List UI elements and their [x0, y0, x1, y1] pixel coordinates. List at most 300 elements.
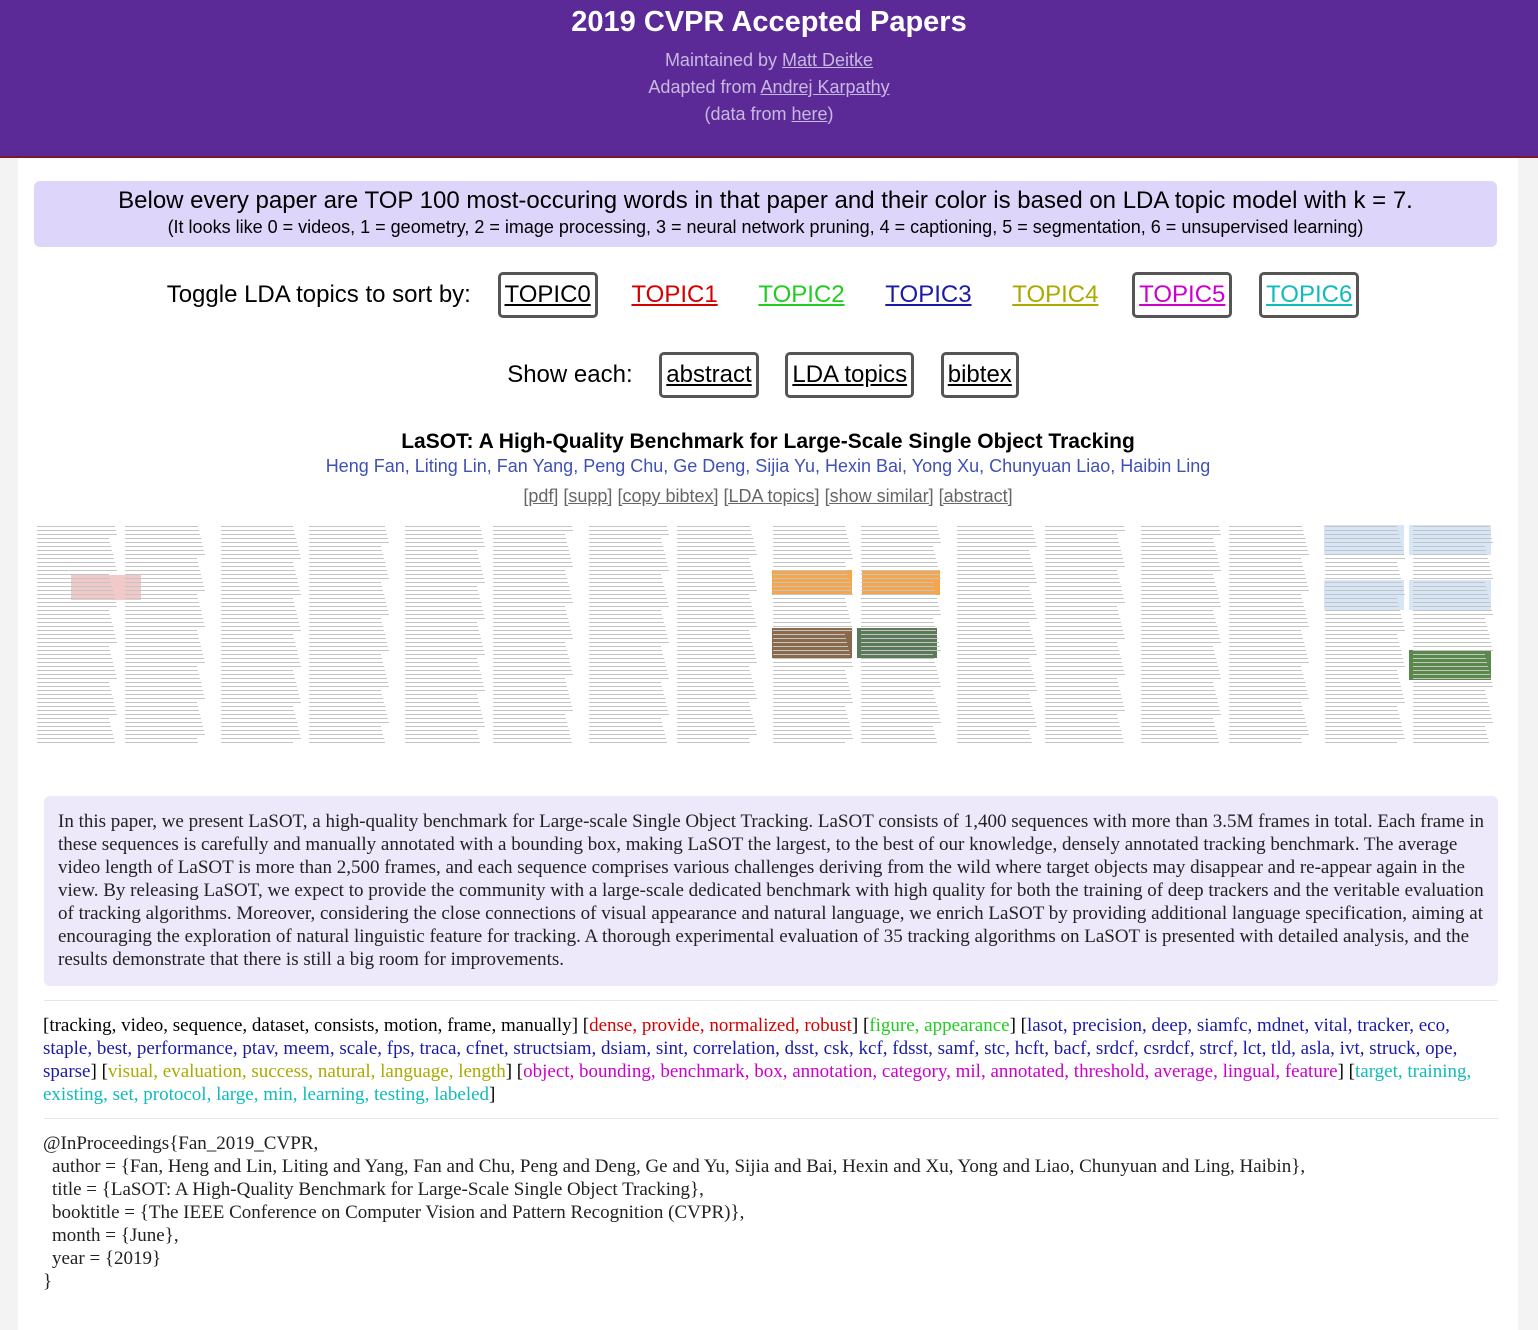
thumbnail-text-line	[221, 670, 293, 671]
thumbnail-text-line	[1141, 706, 1219, 707]
thumbnail-text-line	[1413, 654, 1485, 655]
thumbnail-text-line	[1413, 742, 1489, 743]
thumbnail-text-line	[125, 578, 202, 579]
maintainer-link[interactable]: Matt Deitke	[782, 50, 874, 70]
thumbnail-text-line	[957, 706, 1032, 707]
thumbnail-text-line	[677, 614, 754, 615]
paper-page-thumbnail[interactable]	[31, 520, 208, 748]
thumbnail-text-line	[221, 702, 301, 703]
lda-info-sub: (It looks like 0 = videos, 1 = geometry, 2 = image processing, 3 = neural network pruning, 4 = captioning, 5 = segmentation, 6 = unsupervised learning)	[167, 217, 1364, 237]
thumbnail-text-line	[589, 726, 663, 727]
thumbnail-text-line	[493, 526, 572, 527]
thumbnail-text-line	[493, 582, 568, 583]
thumbnail-text-line	[773, 618, 850, 619]
thumbnail-text-line	[861, 554, 935, 555]
thumbnail-text-line	[1045, 582, 1120, 583]
thumbnail-text-line	[1413, 722, 1493, 723]
thumbnail-text-line	[1325, 566, 1398, 567]
thumbnail-text-line	[677, 634, 750, 635]
thumbnail-text-line	[589, 678, 669, 679]
thumbnail-text-line	[1045, 606, 1117, 607]
thumbnail-text-line	[677, 594, 749, 595]
thumbnail-text-line	[405, 706, 480, 707]
thumbnail-text-line	[309, 542, 389, 543]
thumbnail-text-line	[1325, 694, 1403, 695]
main-content	[18, 158, 1518, 1330]
topic-button-5[interactable]: TOPIC5	[1132, 272, 1232, 318]
thumbnail-text-line	[677, 534, 752, 535]
thumbnail-text-line	[405, 598, 480, 599]
thumbnail-text-line	[861, 654, 933, 655]
thumbnail-text-line	[37, 654, 111, 655]
thumbnail-text-line	[773, 646, 848, 647]
thumbnail-text-line	[957, 578, 1036, 579]
thumbnail-text-line	[405, 618, 485, 619]
topic-button-4[interactable]: TOPIC4	[1012, 281, 1099, 308]
thumbnail-text-line	[221, 642, 295, 643]
thumbnail-text-line	[1325, 638, 1398, 639]
thumbnail-text-line	[125, 638, 199, 639]
thumbnail-text-line	[1045, 586, 1121, 587]
thumbnail-text-line	[493, 566, 573, 567]
thumbnail-text-line	[1045, 690, 1120, 691]
lda-topics-link[interactable]: [LDA topics]	[723, 486, 820, 506]
thumbnail-text-line	[1045, 630, 1123, 631]
thumbnail-text-line	[1413, 686, 1493, 687]
thumbnail-text-line	[37, 566, 116, 567]
thumbnail-text-line	[773, 530, 846, 531]
thumbnail-text-line	[1141, 698, 1217, 699]
thumbnail-text-line	[1045, 558, 1123, 559]
thumbnail-text-line	[37, 698, 113, 699]
thumbnail-text-line	[1229, 578, 1306, 579]
thumbnail-text-line	[1141, 570, 1221, 571]
thumbnail-text-line	[957, 742, 1032, 743]
thumbnail-text-line	[1413, 662, 1487, 663]
topic-words-6: [target, training, existing, set, protocol, large, min, learning, testing, labeled]	[43, 1061, 1472, 1105]
thumbnail-text-line	[861, 610, 940, 611]
thumbnail-text-line	[677, 582, 755, 583]
thumbnail-text-line	[861, 598, 937, 599]
thumbnail-text-line	[493, 734, 570, 735]
thumbnail-text-line	[1413, 670, 1489, 671]
thumbnail-text-line	[405, 526, 480, 527]
thumbnail-text-line	[1045, 730, 1121, 731]
thumbnail-text-line	[405, 582, 485, 583]
thumbnail-text-line	[493, 674, 573, 675]
thumbnail-text-line	[405, 558, 479, 559]
thumbnail-text-line	[1413, 534, 1491, 535]
thumbnail-text-line	[125, 718, 201, 719]
thumbnail-text-line	[861, 574, 940, 575]
thumbnail-text-line	[773, 682, 848, 683]
thumbnail-text-line	[1413, 734, 1487, 735]
thumbnail-text-line	[677, 538, 753, 539]
thumbnail-text-line	[589, 598, 667, 599]
thumbnail-text-line	[1045, 534, 1117, 535]
thumbnail-text-line	[221, 622, 299, 623]
topic-button-3[interactable]: TOPIC3	[885, 281, 972, 308]
paper-page-thumbnail[interactable]	[399, 520, 576, 748]
thumbnail-text-line	[221, 630, 301, 631]
thumbnail-text-line	[677, 622, 756, 623]
thumbnail-text-line	[493, 606, 565, 607]
thumbnail-text-line	[957, 554, 1030, 555]
show-similar-link[interactable]: [show similar]	[824, 486, 934, 506]
thumbnail-text-line	[677, 674, 751, 675]
thumbnail-text-line	[405, 690, 485, 691]
thumbnail-text-line	[1229, 586, 1308, 587]
show-bibtex-button[interactable]: bibtex	[941, 352, 1019, 398]
thumbnail-text-line	[957, 610, 1035, 611]
thumbnail-text-line	[309, 654, 381, 655]
thumbnail-text-line	[125, 550, 204, 551]
thumbnail-text-line	[37, 578, 110, 579]
thumbnail-text-line	[1141, 646, 1213, 647]
thumbnail-text-line	[1229, 566, 1303, 567]
thumbnail-text-line	[221, 658, 299, 659]
thumbnail-text-line	[405, 662, 478, 663]
paper-page-thumbnail[interactable]	[1319, 520, 1496, 748]
thumbnail-text-line	[125, 538, 201, 539]
thumbnail-text-line	[1045, 658, 1121, 659]
thumbnail-text-line	[861, 710, 938, 711]
thumbnail-text-line	[1045, 650, 1119, 651]
thumbnail-text-line	[1229, 642, 1304, 643]
thumbnail-text-line	[589, 606, 669, 607]
thumbnail-text-line	[957, 570, 1034, 571]
thumbnail-text-line	[589, 718, 661, 719]
thumbnail-text-line	[37, 642, 117, 643]
thumbnail-text-line	[861, 586, 934, 587]
thumbnail-text-line	[405, 566, 481, 567]
thumbnail-text-line	[1229, 678, 1304, 679]
thumbnail-text-line	[37, 686, 110, 687]
paper-page-thumbnail[interactable]	[1135, 520, 1312, 748]
thumbnail-text-line	[677, 738, 749, 739]
thumbnail-text-line	[957, 606, 1034, 607]
thumbnail-text-line	[405, 734, 478, 735]
supp-link[interactable]: [supp]	[563, 486, 613, 506]
thumbnail-text-line	[677, 678, 752, 679]
thumbnail-text-line	[861, 602, 938, 603]
topic-button-1[interactable]: TOPIC1	[631, 281, 718, 308]
thumbnail-text-line	[1141, 678, 1221, 679]
thumbnail-text-line	[1045, 710, 1125, 711]
abstract-link[interactable]: [abstract]	[938, 486, 1013, 506]
thumbnail-text-line	[773, 634, 845, 635]
thumbnail-text-line	[1229, 574, 1305, 575]
thumbnail-text-line	[493, 570, 565, 571]
thumbnail-text-line	[493, 726, 568, 727]
thumbnail-text-line	[773, 626, 852, 627]
thumbnail-text-line	[405, 606, 482, 607]
thumbnail-text-line	[773, 558, 853, 559]
thumbnail-text-line	[861, 582, 933, 583]
thumbnail-text-line	[493, 614, 567, 615]
thumbnail-text-line	[861, 566, 938, 567]
thumbnail-text-line	[773, 638, 846, 639]
thumbnail-text-line	[1229, 698, 1309, 699]
paper-authors: Heng Fan, Liting Lin, Fan Yang, Peng Chu, Ge Deng, Sijia Yu, Hexin Bai, Yong Xu, Chunyuan Liao, Haibin Ling	[325, 456, 1211, 476]
thumbnail-text-line	[589, 698, 665, 699]
thumbnail-text-line	[1141, 622, 1216, 623]
thumbnail-text-line	[221, 682, 296, 683]
thumbnail-text-line	[405, 654, 485, 655]
thumbnail-text-line	[493, 722, 567, 723]
topic-button-2[interactable]: TOPIC2	[758, 281, 845, 308]
thumbnail-text-line	[309, 538, 388, 539]
thumbnail-text-line	[589, 666, 666, 667]
thumbnail-text-line	[1045, 634, 1124, 635]
thumbnail-text-line	[1325, 622, 1403, 623]
thumbnail-text-line	[1325, 598, 1397, 599]
thumbnail-text-line	[405, 726, 485, 727]
paper-page-thumbnail[interactable]	[215, 520, 392, 748]
thumbnail-text-line	[677, 542, 754, 543]
thumbnail-text-line	[677, 610, 753, 611]
bibtex-line: booktitle = {The IEEE Conference on Computer Vision and Pattern Recognition (CVPR)},	[52, 1202, 745, 1223]
thumbnail-text-line	[1229, 630, 1301, 631]
thumbnail-text-line	[221, 614, 297, 615]
thumbnail-text-line	[1141, 542, 1214, 543]
thumbnail-text-line	[125, 634, 198, 635]
thumbnail-text-line	[125, 682, 201, 683]
thumbnail-text-line	[405, 702, 479, 703]
thumbnail-text-line	[773, 674, 846, 675]
thumbnail-text-line	[1229, 658, 1308, 659]
thumbnail-text-line	[221, 678, 295, 679]
thumbnail-text-line	[493, 662, 570, 663]
thumbnail-text-line	[861, 718, 940, 719]
thumbnail-text-line	[37, 618, 111, 619]
thumbnail-text-line	[221, 650, 297, 651]
thumbnail-text-line	[1325, 526, 1397, 527]
thumbnail-text-line	[1413, 582, 1485, 583]
thumbnail-text-line	[1229, 730, 1308, 731]
thumbnail-text-line	[677, 710, 751, 711]
thumbnail-text-line	[221, 710, 294, 711]
thumbnail-text-line	[1325, 586, 1403, 587]
thumbnail-text-line	[589, 674, 668, 675]
thumbnail-text-line	[221, 566, 294, 567]
thumbnail-text-line	[1141, 578, 1214, 579]
thumbnail-text-line	[773, 542, 849, 543]
bibtex-line: author = {Fan, Heng and Lin, Liting and Yang, Fan and Chu, Peng and Deng, Ge and Yu, Sijia and Bai, Hexin and Xu, Yong and Liao, Chunyuan and Ling, Haibin},	[52, 1156, 1306, 1177]
thumbnail-text-line	[493, 550, 569, 551]
thumbnail-text-line	[773, 594, 853, 595]
thumbnail-text-line	[493, 530, 573, 531]
thumbnail-text-line	[677, 606, 752, 607]
thumbnail-text-line	[773, 670, 845, 671]
thumbnail-text-line	[1229, 598, 1302, 599]
thumbnail-text-line	[1045, 702, 1123, 703]
thumbnail-text-line	[1229, 634, 1302, 635]
thumbnail-text-line	[1229, 542, 1306, 543]
thumbnail-text-line	[493, 538, 566, 539]
thumbnail-text-line	[589, 550, 664, 551]
thumbnail-text-line	[405, 650, 484, 651]
thumbnail-text-line	[1045, 654, 1120, 655]
thumbnail-text-line	[1045, 610, 1118, 611]
thumbnail-text-line	[37, 542, 110, 543]
thumbnail-text-line	[1141, 742, 1219, 743]
thumbnail-text-line	[37, 730, 112, 731]
thumbnail-text-line	[589, 622, 664, 623]
thumbnail-text-line	[1325, 626, 1404, 627]
thumbnail-text-line	[309, 634, 385, 635]
pdf-link[interactable]: [pdf]	[523, 486, 559, 506]
thumbnail-text-line	[773, 742, 845, 743]
thumbnail-text-line	[493, 698, 570, 699]
thumbnail-text-line	[1141, 714, 1221, 715]
bibtex-line: @InProceedings{Fan_2019_CVPR,	[43, 1133, 319, 1154]
thumbnail-text-line	[677, 646, 753, 647]
thumbnail-text-line	[1325, 606, 1399, 607]
lda-info-main: Below every paper are TOP 100 most-occuring words in that paper and their color is based on LDA topic model with k = 7.	[118, 187, 1413, 214]
thumbnail-text-line	[1325, 534, 1399, 535]
show-lda-topics-button[interactable]: LDA topics	[785, 352, 914, 398]
thumbnail-text-line	[1413, 554, 1487, 555]
thumbnail-text-line	[1325, 738, 1405, 739]
thumbnail-text-line	[125, 674, 199, 675]
thumbnail-text-line	[221, 722, 297, 723]
bibtex-line: month = {June},	[52, 1225, 179, 1246]
thumbnail-text-line	[1229, 646, 1305, 647]
thumbnail-text-line	[1325, 614, 1401, 615]
thumbnail-text-line	[773, 678, 847, 679]
thumbnail-text-line	[957, 638, 1033, 639]
paper-page-thumbnail[interactable]	[583, 520, 760, 748]
thumbnail-text-line	[37, 658, 112, 659]
thumbnail-text-line	[677, 558, 749, 559]
paper-page-thumbnail[interactable]	[951, 520, 1128, 748]
thumbnail-text-line	[861, 702, 936, 703]
thumbnail-text-line	[1229, 718, 1305, 719]
thumbnail-text-line	[125, 558, 197, 559]
thumbnail-text-line	[589, 578, 662, 579]
thumbnail-text-line	[309, 566, 386, 567]
thumbnail-text-line	[1413, 634, 1489, 635]
thumbnail-text-line	[405, 634, 480, 635]
thumbnail-text-line	[1413, 526, 1489, 527]
thumbnail-text-line	[1141, 686, 1214, 687]
thumbnail-text-line	[1229, 742, 1302, 743]
thumbnail-text-line	[1325, 554, 1404, 555]
thumbnail-text-line	[1413, 606, 1491, 607]
thumbnail-text-line	[37, 554, 113, 555]
show-abstract-button[interactable]: abstract	[659, 352, 758, 398]
thumbnail-text-line	[221, 538, 296, 539]
thumbnail-text-line	[1413, 710, 1490, 711]
thumbnail-text-line	[1413, 678, 1491, 679]
thumbnail-text-line	[773, 726, 850, 727]
thumbnail-text-line	[589, 670, 667, 671]
paper-page-thumbnail[interactable]	[767, 520, 944, 748]
thumbnail-text-line	[1141, 738, 1218, 739]
thumbnail-text-line	[1141, 530, 1220, 531]
thumbnail-text-line	[221, 618, 298, 619]
thumbnail-text-line	[309, 570, 387, 571]
thumbnail-text-line	[773, 738, 853, 739]
thumbnail-text-line	[589, 642, 669, 643]
thumbnail-text-line	[309, 602, 386, 603]
karpathy-link[interactable]: Andrej Karpathy	[760, 77, 890, 97]
thumbnail-text-line	[677, 570, 752, 571]
thumbnail-text-line	[405, 658, 477, 659]
thumbnail-text-line	[1325, 686, 1401, 687]
paper-thumbnails[interactable]	[31, 520, 1504, 750]
thumbnail-text-line	[37, 690, 111, 691]
maintained-by: Maintained by Matt Deitke	[664, 50, 874, 70]
thumbnail-text-line	[957, 566, 1033, 567]
thumbnail-text-line	[1045, 622, 1121, 623]
topic-button-0[interactable]: TOPIC0	[498, 272, 598, 318]
thumbnail-text-line	[1325, 662, 1404, 663]
thumbnail-text-line	[861, 698, 935, 699]
topic-button-6[interactable]: TOPIC6	[1259, 272, 1359, 318]
thumbnail-text-line	[1325, 650, 1401, 651]
thumbnail-text-line	[589, 546, 663, 547]
thumbnail-text-line	[677, 650, 754, 651]
thumbnail-text-line	[957, 534, 1034, 535]
thumbnail-text-line	[1229, 562, 1302, 563]
topic-words-0: [tracking, video, sequence, dataset, consists, motion, frame, manually]	[43, 1015, 579, 1036]
thumbnail-text-line	[861, 642, 939, 643]
thumbnail-text-line	[1229, 714, 1304, 715]
thumbnail-text-line	[1325, 670, 1397, 671]
data-link[interactable]: here	[791, 104, 828, 124]
copy-bibtex-link[interactable]: [copy bibtex]	[617, 486, 719, 506]
thumbnail-text-line	[773, 526, 845, 527]
thumbnail-text-line	[861, 634, 937, 635]
thumbnail-text-line	[37, 546, 111, 547]
thumbnail-text-line	[773, 574, 848, 575]
thumbnail-text-line	[1413, 738, 1488, 739]
thumbnail-text-line	[37, 582, 111, 583]
thumbnail-text-line	[1325, 722, 1401, 723]
thumbnail-text-line	[37, 526, 115, 527]
thumbnail-text-line	[221, 698, 300, 699]
thumbnail-text-line	[1141, 562, 1219, 563]
thumbnail-text-line	[405, 714, 482, 715]
thumbnail-text-line	[1229, 662, 1309, 663]
thumbnail-text-line	[677, 742, 750, 743]
thumbnail-text-line	[589, 538, 661, 539]
thumbnail-text-line	[1229, 582, 1307, 583]
bibtex-line: year = {2019}	[52, 1248, 162, 1269]
thumbnail-text-line	[861, 686, 941, 687]
thumbnail-text-line	[773, 606, 847, 607]
thumbnail-text-line	[125, 722, 202, 723]
thumbnail-text-line	[773, 694, 851, 695]
thumbnail-text-line	[861, 550, 934, 551]
thumbnail-text-line	[1141, 734, 1217, 735]
thumbnail-text-line	[221, 586, 299, 587]
thumbnail-text-line	[1045, 706, 1124, 707]
thumbnail-text-line	[1229, 726, 1307, 727]
thumbnail-text-line	[1325, 706, 1397, 707]
thumbnail-text-line	[861, 650, 941, 651]
thumbnail-text-line	[1045, 614, 1119, 615]
thumbnail-text-line	[589, 566, 668, 567]
thumbnail-text-line	[1141, 546, 1215, 547]
thumbnail-text-line	[221, 594, 301, 595]
thumbnail-text-line	[861, 734, 935, 735]
thumbnail-text-line	[1413, 586, 1486, 587]
thumbnail-text-line	[677, 730, 756, 731]
thumbnail-text-line	[1413, 718, 1492, 719]
